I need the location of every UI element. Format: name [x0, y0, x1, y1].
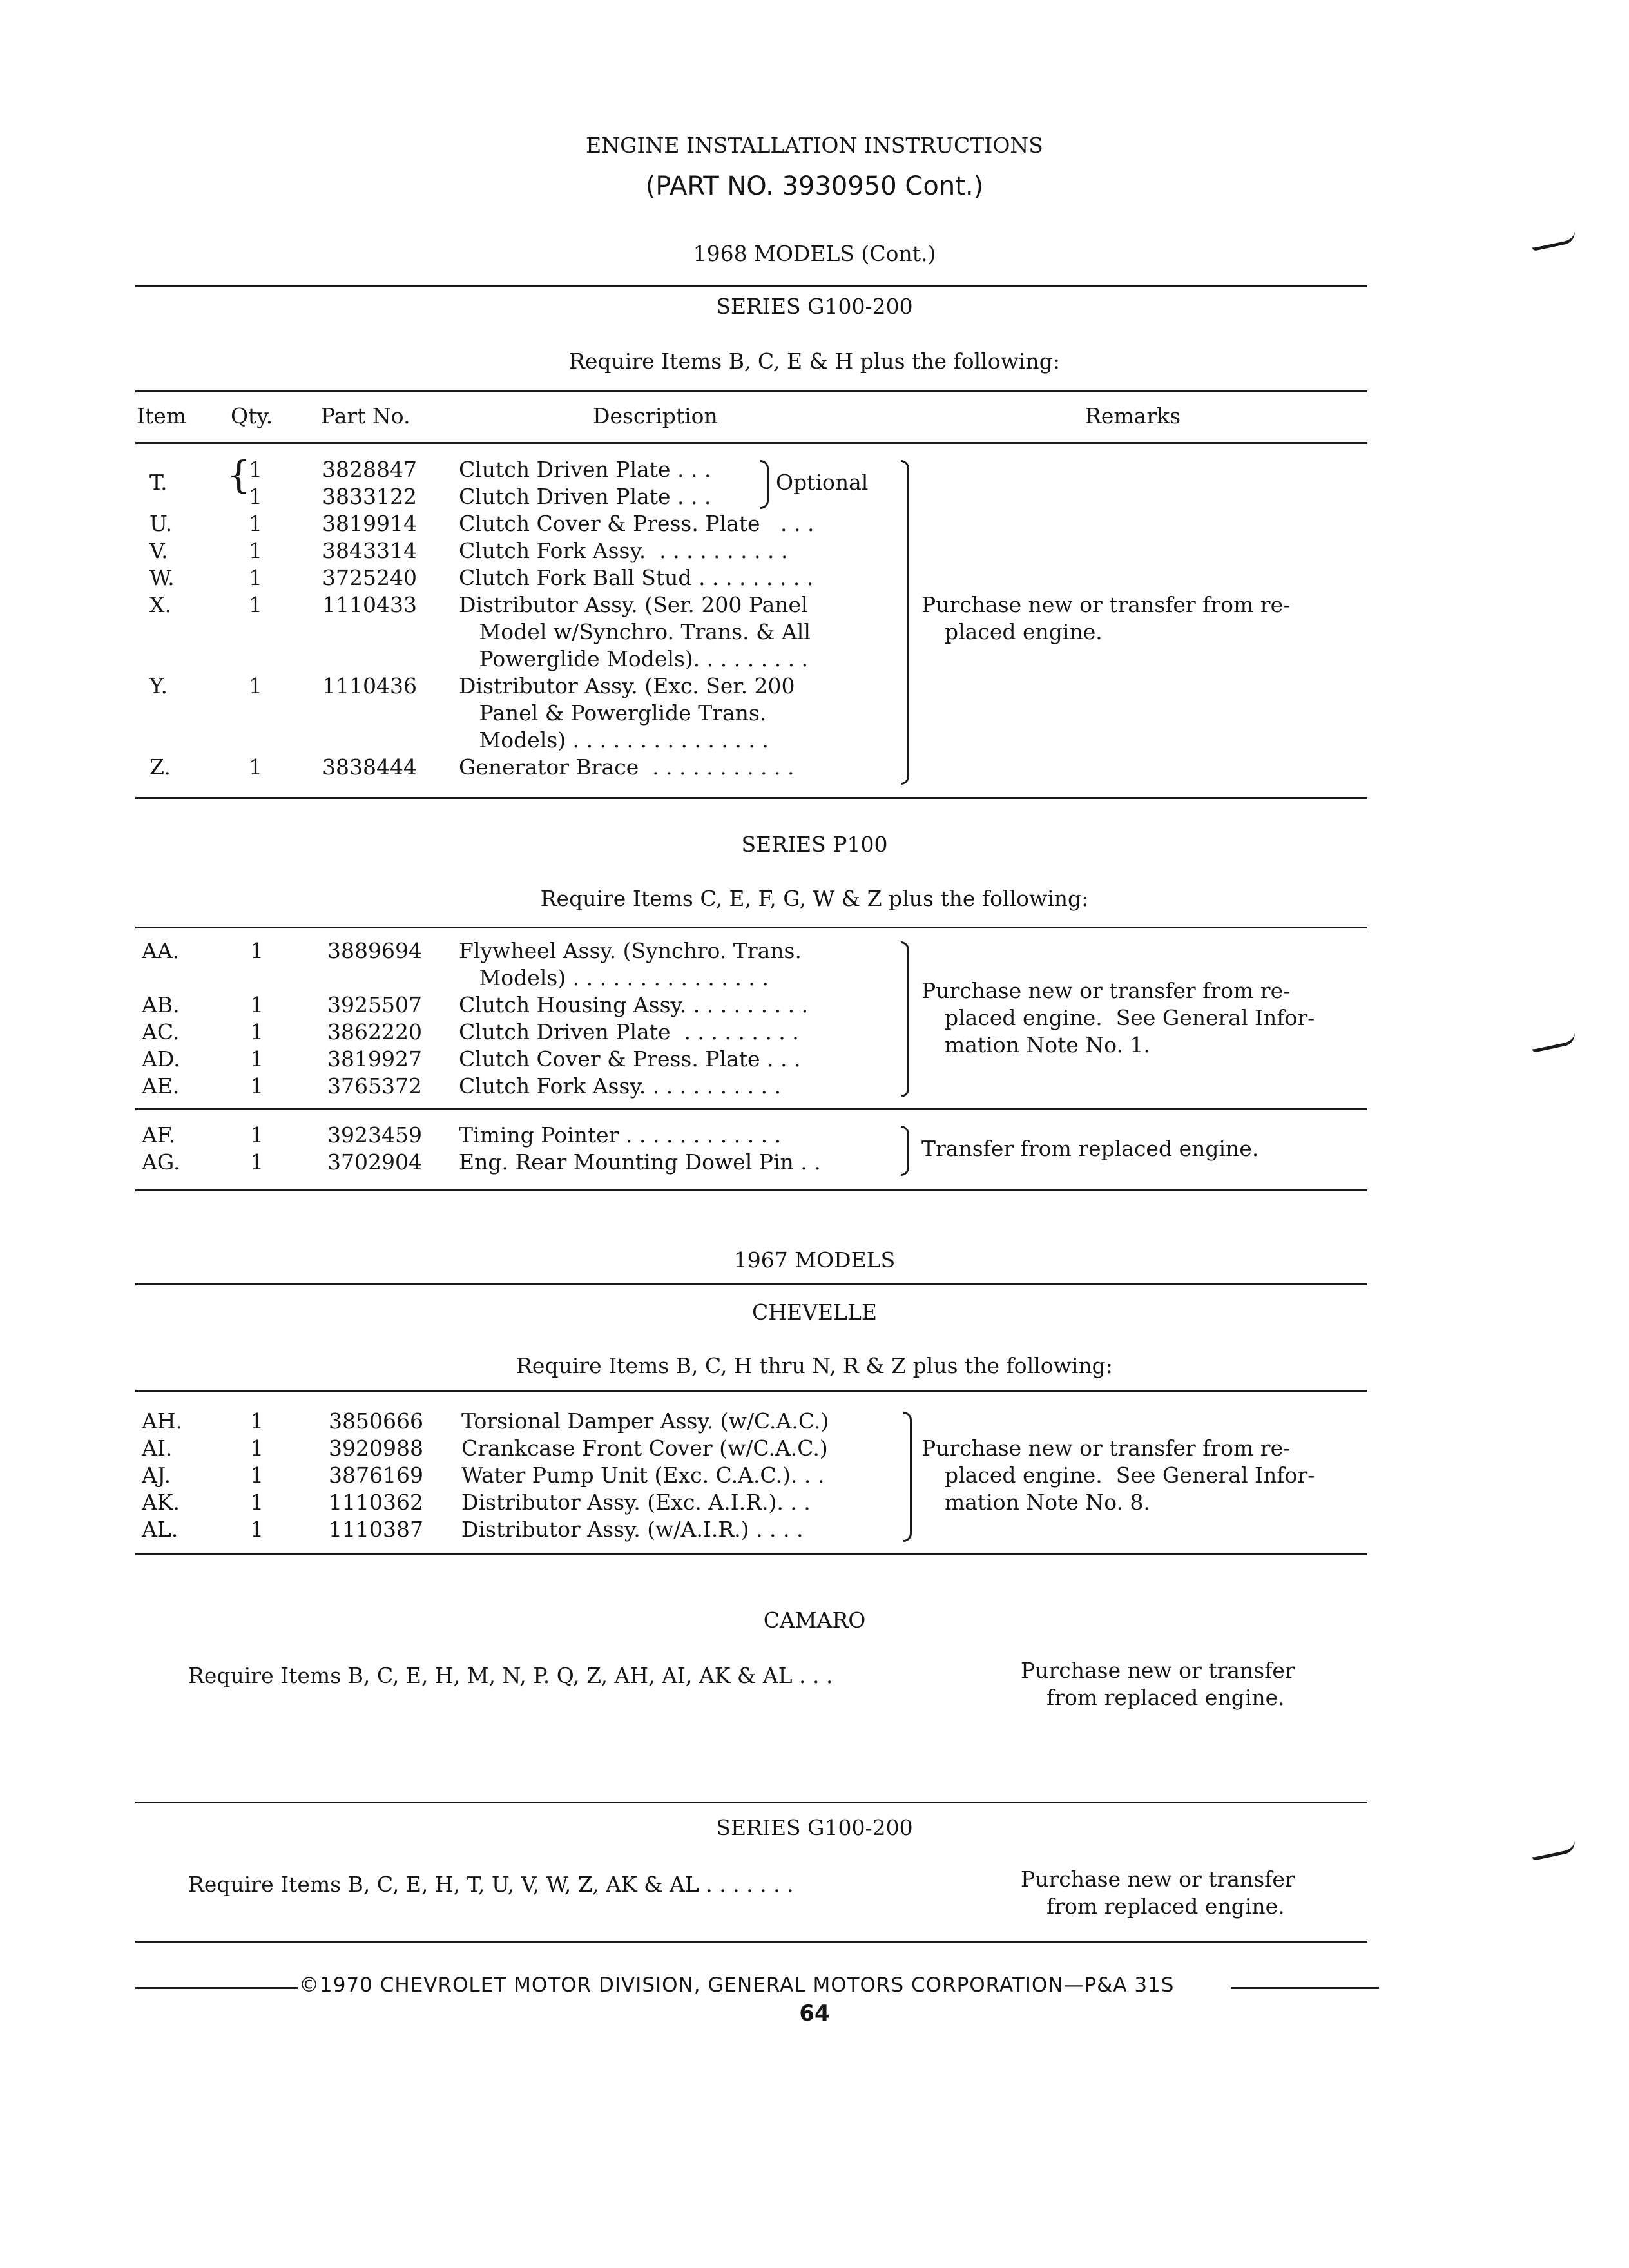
- series-g100-200-requirement: Require Items B, C, E & H plus the following:: [569, 349, 1060, 374]
- remarks-text: mation Note No. 8.: [945, 1490, 1151, 1515]
- part-number-heading: (PART NO. 3930950 Cont.): [645, 171, 984, 201]
- table-row-qty: 1: [250, 1122, 264, 1148]
- table-row-part: 3862220: [327, 1019, 422, 1044]
- remarks-text: Transfer from replaced engine.: [921, 1136, 1259, 1161]
- table-row-item: T.: [149, 470, 168, 495]
- table-row-part: 1110433: [322, 592, 417, 617]
- table-row-description: Distributor Assy. (Exc. Ser. 200: [459, 673, 795, 698]
- camaro-heading: CAMARO: [763, 1608, 866, 1633]
- footer-rule-left: [135, 1987, 298, 1989]
- table-row-description: Crankcase Front Cover (w/C.A.C.): [461, 1436, 828, 1461]
- table-row-item: AH.: [142, 1408, 183, 1434]
- table-row-part: 1110362: [329, 1490, 423, 1515]
- table-row-part: 3923459: [327, 1122, 422, 1148]
- table-row-part: 3889694: [327, 938, 422, 963]
- table-row-description: Clutch Cover & Press. Plate . . .: [459, 511, 815, 536]
- table-row-part: 3838444: [322, 754, 417, 780]
- chevelle-heading: CHEVELLE: [752, 1300, 877, 1325]
- table-row-part: 3819914: [322, 511, 417, 536]
- table-row-qty: 1: [249, 592, 262, 617]
- binder-mark: [1530, 1032, 1577, 1053]
- table-row-qty: 1: [250, 1517, 264, 1542]
- table-row-description: Flywheel Assy. (Synchro. Trans.: [459, 938, 802, 963]
- remarks-text: Purchase new or transfer from re-: [921, 1436, 1291, 1461]
- table-row-item: W.: [149, 565, 175, 590]
- series-g100-200-1967-heading: SERIES G100-200: [716, 1815, 913, 1840]
- table-row-part: 3819927: [327, 1046, 422, 1072]
- table-row-description: Distributor Assy. (w/A.I.R.) . . . .: [461, 1517, 804, 1542]
- column-header-qty: Qty.: [231, 403, 273, 428]
- remarks-text: placed engine. See General Infor-: [945, 1463, 1315, 1488]
- table-row-qty: 1: [250, 1436, 264, 1461]
- table-row-item: AG.: [142, 1149, 180, 1175]
- divider: [135, 1553, 1367, 1555]
- table-row-description: Clutch Driven Plate . . .: [459, 484, 711, 509]
- remarks-text: mation Note No. 1.: [945, 1032, 1151, 1057]
- divider: [135, 1802, 1367, 1803]
- remarks-text: placed engine. See General Infor-: [945, 1005, 1315, 1030]
- divider: [135, 1283, 1367, 1285]
- remarks-text: Purchase new or transfer from re-: [921, 978, 1291, 1003]
- divider: [135, 1189, 1367, 1191]
- table-row-part: 1110436: [322, 673, 417, 698]
- table-row-qty: 1: [250, 1019, 264, 1044]
- table-row-description: Clutch Cover & Press. Plate . . .: [459, 1046, 801, 1072]
- series-p100-heading: SERIES P100: [741, 832, 888, 857]
- table-row-part: 3925507: [327, 992, 422, 1017]
- page-number: 64: [799, 2001, 830, 2026]
- models-1968-heading: 1968 MODELS (Cont.): [693, 241, 936, 266]
- divider: [135, 285, 1367, 287]
- copyright-notice: ©1970 CHEVROLET MOTOR DIVISION, GENERAL MOTORS CORPORATION—P&A 31S: [299, 1974, 1175, 1997]
- table-row-description: Timing Pointer . . . . . . . . . . . .: [459, 1122, 782, 1148]
- table-row-item: Y.: [149, 673, 168, 698]
- table-row-description: Torsional Damper Assy. (w/C.A.C.): [461, 1408, 829, 1434]
- table-row-part: 3725240: [322, 565, 417, 590]
- remarks-text: Purchase new or transfer: [1021, 1658, 1295, 1683]
- table-row-item: AC.: [142, 1019, 180, 1044]
- series-p100-requirement: Require Items C, E, F, G, W & Z plus the following:: [540, 886, 1089, 911]
- remarks-text: Purchase new or transfer from re-: [921, 592, 1291, 617]
- table-row-qty: 1: [250, 1463, 264, 1488]
- right-brace-icon: [901, 941, 909, 1097]
- table-row-description: Panel & Powerglide Trans.: [459, 700, 767, 726]
- table-row-description: Eng. Rear Mounting Dowel Pin . .: [459, 1149, 821, 1175]
- table-row-description: Models) . . . . . . . . . . . . . . .: [459, 727, 769, 753]
- divider: [135, 1390, 1367, 1392]
- column-header-item: Item: [137, 403, 187, 428]
- table-row-description: Models) . . . . . . . . . . . . . . .: [459, 965, 769, 990]
- divider: [135, 390, 1367, 392]
- remarks-text: from replaced engine.: [1046, 1894, 1285, 1919]
- table-row-qty: 1: [250, 1408, 264, 1434]
- table-row-description: Powerglide Models). . . . . . . . .: [459, 646, 809, 671]
- table-row-qty: 1: [250, 1490, 264, 1515]
- table-row-item: X.: [149, 592, 171, 617]
- table-row-part: 3765372: [327, 1073, 422, 1099]
- table-row-item: AK.: [142, 1490, 180, 1515]
- series-g100-200-1967-requirement: Require Items B, C, E, H, T, U, V, W, Z, AK & AL . . . . . . .: [188, 1872, 794, 1897]
- table-row-description: Model w/Synchro. Trans. & All: [459, 619, 811, 644]
- table-row-description: Clutch Housing Assy. . . . . . . . . .: [459, 992, 809, 1017]
- table-row-item: AJ.: [142, 1463, 171, 1488]
- table-row-part: 3876169: [329, 1463, 423, 1488]
- table-row-part: 3920988: [329, 1436, 423, 1461]
- document-title: ENGINE INSTALLATION INSTRUCTIONS: [586, 133, 1043, 158]
- right-brace-icon: [760, 460, 769, 509]
- camaro-requirement: Require Items B, C, E, H, M, N, P. Q, Z, AH, AI, AK & AL . . .: [188, 1663, 833, 1688]
- table-row-part: 3828847: [322, 457, 417, 482]
- table-row-item: V.: [149, 538, 168, 563]
- chevelle-requirement: Require Items B, C, H thru N, R & Z plus the following:: [516, 1353, 1113, 1378]
- right-brace-icon: [903, 1412, 912, 1542]
- column-header-remarks: Remarks: [1085, 403, 1181, 428]
- divider: [135, 927, 1367, 928]
- table-row-qty: 1: [249, 754, 262, 780]
- right-brace-icon: [901, 460, 909, 785]
- optional-label: Optional: [776, 470, 869, 495]
- table-row-item: AF.: [142, 1122, 176, 1148]
- right-brace-icon: [901, 1126, 909, 1176]
- table-row-item: AE.: [142, 1073, 180, 1099]
- table-row-qty: 1: [250, 1149, 264, 1175]
- divider: [135, 442, 1367, 444]
- table-row-item: U.: [149, 511, 173, 536]
- remarks-text: placed engine.: [945, 619, 1103, 644]
- table-row-qty: 1: [249, 565, 262, 590]
- divider: [135, 797, 1367, 799]
- table-row-item: Z.: [149, 754, 171, 780]
- table-row-part: 3833122: [322, 484, 417, 509]
- table-row-part: 3843314: [322, 538, 417, 563]
- table-row-part: 3702904: [327, 1149, 422, 1175]
- table-row-qty: 1: [249, 511, 262, 536]
- table-row-part: 3850666: [329, 1408, 423, 1434]
- table-row-description: Clutch Fork Assy. . . . . . . . . . .: [459, 1073, 782, 1099]
- table-row-item: AL.: [142, 1517, 178, 1542]
- table-row-item: AD.: [142, 1046, 180, 1072]
- table-row-qty: 1: [249, 484, 262, 509]
- left-brace-icon: {: [227, 453, 251, 497]
- table-row-qty: 1: [250, 1073, 264, 1099]
- table-row-item: AA.: [142, 938, 180, 963]
- table-row-item: AI.: [142, 1436, 173, 1461]
- remarks-text: Purchase new or transfer: [1021, 1867, 1295, 1892]
- models-1967-heading: 1967 MODELS: [733, 1247, 896, 1273]
- table-row-description: Clutch Driven Plate . . . . . . . . .: [459, 1019, 799, 1044]
- table-row-part: 1110387: [329, 1517, 423, 1542]
- table-row-description: Distributor Assy. (Ser. 200 Panel: [459, 592, 808, 617]
- divider: [135, 1941, 1367, 1943]
- table-row-qty: 1: [249, 673, 262, 698]
- table-row-qty: 1: [250, 938, 264, 963]
- table-row-qty: 1: [250, 992, 264, 1017]
- table-row-qty: 1: [249, 457, 262, 482]
- series-g100-200-heading: SERIES G100-200: [716, 294, 913, 319]
- table-row-description: Clutch Fork Ball Stud . . . . . . . . .: [459, 565, 814, 590]
- table-row-description: Clutch Driven Plate . . .: [459, 457, 711, 482]
- column-header-description: Description: [593, 403, 718, 428]
- table-row-description: Distributor Assy. (Exc. A.I.R.). . .: [461, 1490, 811, 1515]
- table-row-description: Water Pump Unit (Exc. C.A.C.). . .: [461, 1463, 825, 1488]
- table-row-qty: 1: [250, 1046, 264, 1072]
- column-header-part-no: Part No.: [321, 403, 410, 428]
- footer-rule-right: [1231, 1987, 1379, 1989]
- table-row-description: Clutch Fork Assy. . . . . . . . . . .: [459, 538, 788, 563]
- table-row-qty: 1: [249, 538, 262, 563]
- binder-mark: [1530, 1840, 1577, 1861]
- remarks-text: from replaced engine.: [1046, 1685, 1285, 1710]
- divider: [135, 1108, 1367, 1110]
- table-row-description: Generator Brace . . . . . . . . . . .: [459, 754, 795, 780]
- table-row-item: AB.: [142, 992, 180, 1017]
